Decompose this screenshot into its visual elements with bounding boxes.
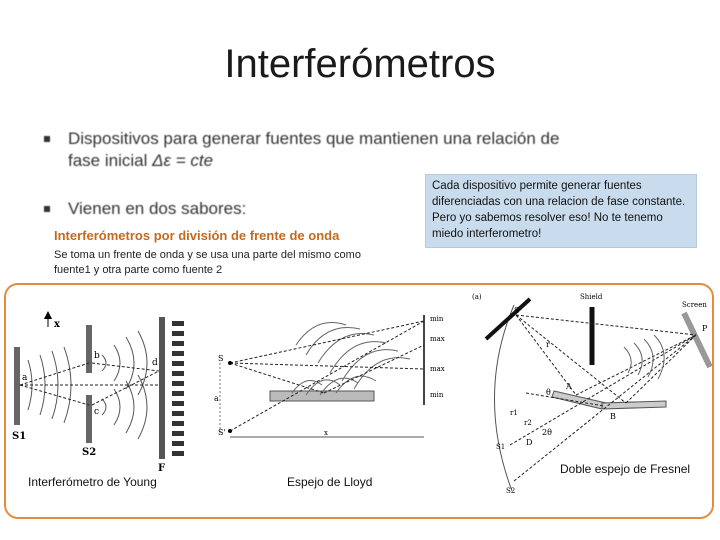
young-label-c: c [94,407,100,417]
section-description: Se toma un frente de onda y se usa una parte del mismo como fuente1 y otra parte como fuente 2 [54,249,361,276]
fresnel-label-r: r [546,340,550,349]
fresnel-label-p: P [702,324,708,333]
young-label-d: d [152,358,158,368]
young-label-s1: S1 [12,431,27,442]
bullet-marker [44,136,50,142]
bullet-item-devices [44,128,564,172]
fresnel-label-part: (a) [472,293,482,301]
lloyd-label-s: S [218,354,224,363]
young-slit-upper [86,325,92,373]
young-label-a: a [22,373,28,383]
lloyd-label-x: x [324,429,328,437]
caption-lloyd: Espejo de Lloyd [287,475,373,489]
young-label-s2: S2 [82,447,97,458]
lloyd-label-max2: max [430,365,445,373]
lloyd-label-min1: min [430,315,444,323]
young-fringes [172,321,184,456]
young-screen [159,317,165,459]
bullet-text-line2: fase inicial [68,151,153,170]
lloyd-source [228,361,232,365]
lloyd-image-source [228,429,232,433]
fresnel-source-lamp [486,299,530,339]
section-subheading: Interferómetros por división de frente de onda [54,228,340,243]
arrow-up-icon [44,311,52,319]
fresnel-circle-arc [494,305,514,491]
fresnel-label-shield: Shield [580,293,603,301]
young-source-slit [14,347,20,425]
young-label-b: b [94,351,100,361]
young-slit-lower [86,395,92,443]
fresnel-label-s1: S1 [496,443,506,451]
fresnel-label-d: D [526,438,533,447]
fresnel-label-two-theta: 2θ [542,428,552,437]
lloyd-label-s-prime: S' [218,428,226,437]
fresnel-label-a: A [566,382,572,391]
callout-note: Cada dispositivo permite generar fuentes diferenciadas con una relacion de fase constante. Pero yo sabemos resolver eso! No te tenemo miedo interferometro! [425,174,697,248]
bullet-text: Vienen en dos sabores: [68,199,247,218]
fresnel-label-b: B [610,412,616,421]
young-diagram [14,311,184,459]
slide-title: Interferómetros [224,42,496,86]
fresnel-label-s2: S2 [506,487,516,495]
fresnel-label-screen: Screen [682,301,707,309]
caption-fresnel: Doble espejo de Fresnel [560,462,691,476]
lloyd-label-max1: max [430,335,445,343]
fresnel-mirror-a [552,391,606,409]
fresnel-label-theta: θ [546,388,551,397]
lloyd-diagram [220,315,424,437]
young-label-x: x [54,319,60,330]
fresnel-label-s: S [514,306,520,315]
bullet-marker [44,206,50,212]
fresnel-label-r1: r1 [510,409,518,417]
phase-formula: Δε = cte [152,151,214,170]
lloyd-wavefronts [292,323,410,396]
fresnel-rays [510,315,696,481]
lloyd-label-min2: min [430,391,444,399]
young-label-f: F [158,463,166,474]
caption-young: Interferómetro de Young [28,475,157,489]
fresnel-label-r2: r2 [524,419,532,427]
bullet-text-line1: Dispositivos para generar fuentes que mantienen una relación de [68,129,560,148]
lloyd-label-a: a [214,394,219,403]
lloyd-rays [230,321,424,431]
